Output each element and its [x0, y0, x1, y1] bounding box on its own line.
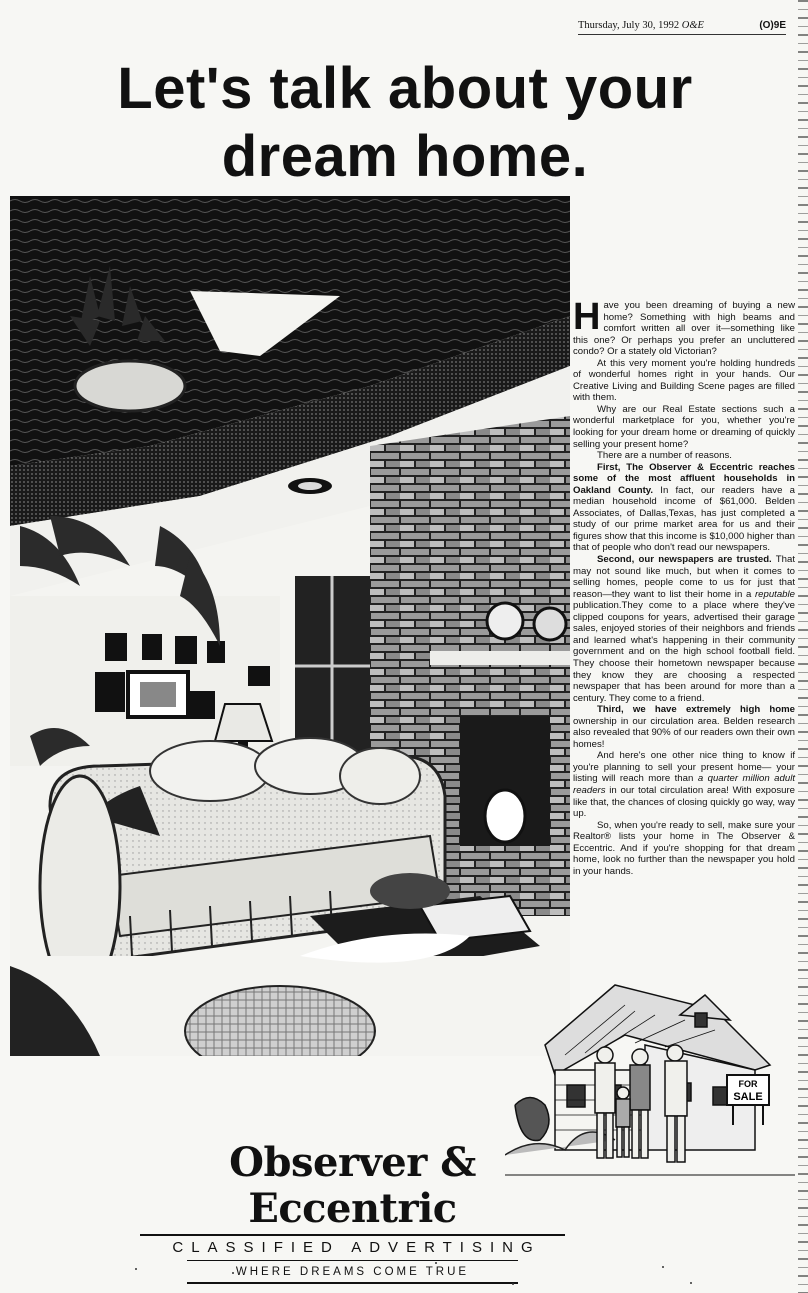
paragraph-6: Second, our newspapers are trusted. That may not sound like much, but when it comes to selling homes, people come to us for just that reason—they want to list their home in a reputable publication.They come to a place where they've clipped coupons for years, advertised their garage sales, enjoyed stories of their neighbors and friends and learned what's happening in their community government and on the high school football field. They choose their hometown newspaper because they know they are choosing a respected newspaper that has been around for more than a century. They come to a friend.: [573, 554, 795, 704]
paragraph-5: First, The Observer & Eccentric reaches some of the most affluent households in Oakland County. In fact, our readers have a median household income of $61,000. Belden Associates, of Dallas,Texas, has just completed a study of our prime market area for us and their figures show that this income is $10,000 higher than that of people who don't read our newspapers.: [573, 461, 795, 554]
page-folio: [578, 20, 786, 31]
folio-section: O&E: [681, 20, 704, 31]
paragraph-1: Have you been dreaming of buying a new home? Something with high beams and comfort written all over it—something like this one? Or perhaps you prefer an uncluttered condo? Or a stately old Victorian?: [573, 296, 795, 358]
headline-line-2: dream home.: [221, 124, 589, 189]
logo-tagline: WHERE DREAMS COME TRUE: [235, 1266, 470, 1278]
paragraph-4: There are a number of reasons.: [597, 450, 732, 462]
print-speck: [435, 1262, 437, 1264]
paragraph-9: So, when you're ready to sell, make sure your Realtor® lists your home in The Observer & Eccentric. And if you're shopping for that dream home, look no further than the newspaper you hold in your hands.: [573, 819, 795, 877]
folio-rule: [578, 34, 786, 35]
living-room-photo: [10, 196, 570, 1056]
sign-line-1: FOR: [738, 1079, 758, 1089]
paragraph-8: And here's one other nice thing to know if you're planning to sell your present home— your listing will reach more than a quarter million adult readers in our total circulation area! With exposure like that, the chances of closing quickly go way, way up.: [573, 750, 795, 820]
logo-rule-bottom: [187, 1282, 519, 1284]
page-edge: [798, 0, 808, 1293]
paragraph-2: At this very moment you're holding hundreds of wonderful homes right in your hands. Our Creative Living and Building Scene pages are filled with them.: [573, 357, 795, 404]
logo-name: Observer & Eccentric: [229, 1139, 476, 1232]
drop-cap: H: [573, 296, 601, 338]
print-speck: [232, 1272, 234, 1274]
folio-date: Thursday, July 30, 1992 O&E: [578, 20, 704, 31]
logo-rule-middle: [187, 1260, 519, 1262]
sign-line-2: SALE: [733, 1091, 763, 1103]
body-copy: [573, 296, 795, 877]
observer-eccentric-logo: [140, 1140, 565, 1285]
headline-line-1: Let's talk about your: [117, 56, 693, 121]
logo-subtitle: CLASSIFIED ADVERTISING: [172, 1238, 541, 1256]
headline: [60, 55, 750, 191]
paragraph-7: Third, we have extremely high home ownership in our circulation area. Belden research also revealed that 90% of our readers own their own homes!: [573, 704, 795, 750]
print-speck: [662, 1266, 664, 1268]
print-speck: [690, 1282, 692, 1284]
folio-page-number: (O)9E: [759, 20, 786, 31]
print-speck: [512, 1283, 514, 1285]
logo-rule-top: [140, 1234, 565, 1236]
paragraph-3: Why are our Real Estate sections such a wonderful marketplace for you, whether you're looking for your dream home or dreaming of quickly selling your present home?: [573, 403, 795, 450]
print-speck: [135, 1268, 137, 1270]
